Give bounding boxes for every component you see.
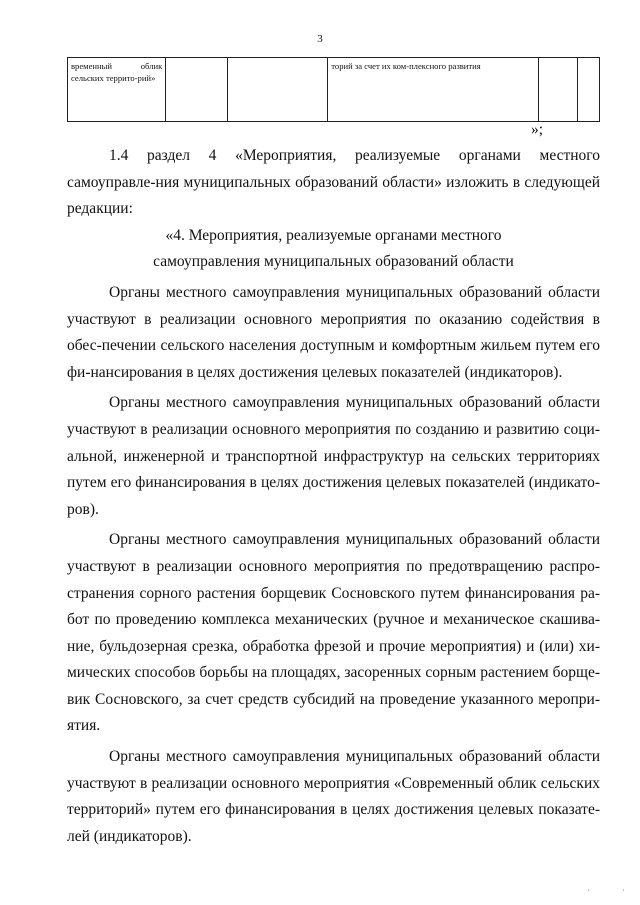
body-text — [67, 143, 600, 850]
table-cell — [578, 58, 600, 122]
corner-mark: , — [588, 886, 590, 892]
table-cell — [166, 58, 228, 122]
paragraph-modern-look: Органы местного самоуправления муниципальных образований области участвуют в реализации основного мероприятия «Современный облик сельских территорий» путем его финансирования в целях достижения целевых показате-лей (индикаторов). — [67, 748, 600, 845]
closing-quote: »; — [531, 121, 544, 138]
continuation-table — [67, 57, 600, 122]
section-heading-line-1: «4. Мероприятия, реализуемые органами местного — [165, 226, 502, 244]
paragraph-hogweed: Органы местного самоуправления муниципальных образований области участвуют в реализации основного мероприятия по предотвращению распро-странения сорного растения борщевик Сосновского путем финансирования ра-бот по проведению комплекса механических (ручное и механическое скашива-ние, бульдозерная срезка, обработка фрезой и прочие мероприятия) и (или) хи-мических способов борьбы на площадях, засоренных сорным растением борще-вик Сосновского, за счет средств субсидий на проведение указанного меропри-ятия. — [67, 531, 600, 735]
corner-mark: , — [623, 886, 625, 892]
page-number: 3 — [317, 33, 323, 45]
table-cell: временный облик сельских террито-рий» — [68, 58, 166, 122]
section-heading-line-2: самоуправления муниципальных образований области — [153, 253, 514, 271]
paragraph-housing: Органы местного самоуправления муниципальных образований области участвуют в реализации основного мероприятия по оказанию содействия в обес-печении сельского населения доступным и комфортным жильем путем его фи-нансирования в целях достижения целевых показателей (индикаторов). — [67, 283, 600, 381]
table-row — [68, 58, 600, 122]
section-intro: 1.4 раздел 4 «Мероприятия, реализуемые органами местного самоуправле-ния муниципальных образований области» изложить в следующей редакции: — [67, 147, 600, 218]
table-cell — [228, 58, 328, 122]
paragraph-infrastructure: Органы местного самоуправления муниципальных образований области участвуют в реализации основного мероприятия по созданию и развитию соци-альной, инженерной и транспортной инфраструктур на сельских территориях путем его финансирования в целях достижения целевых показателей (индикато-ров). — [67, 394, 600, 518]
table-cell — [538, 58, 578, 122]
table-cell: торий за счет их ком-плексного развития — [328, 58, 538, 122]
